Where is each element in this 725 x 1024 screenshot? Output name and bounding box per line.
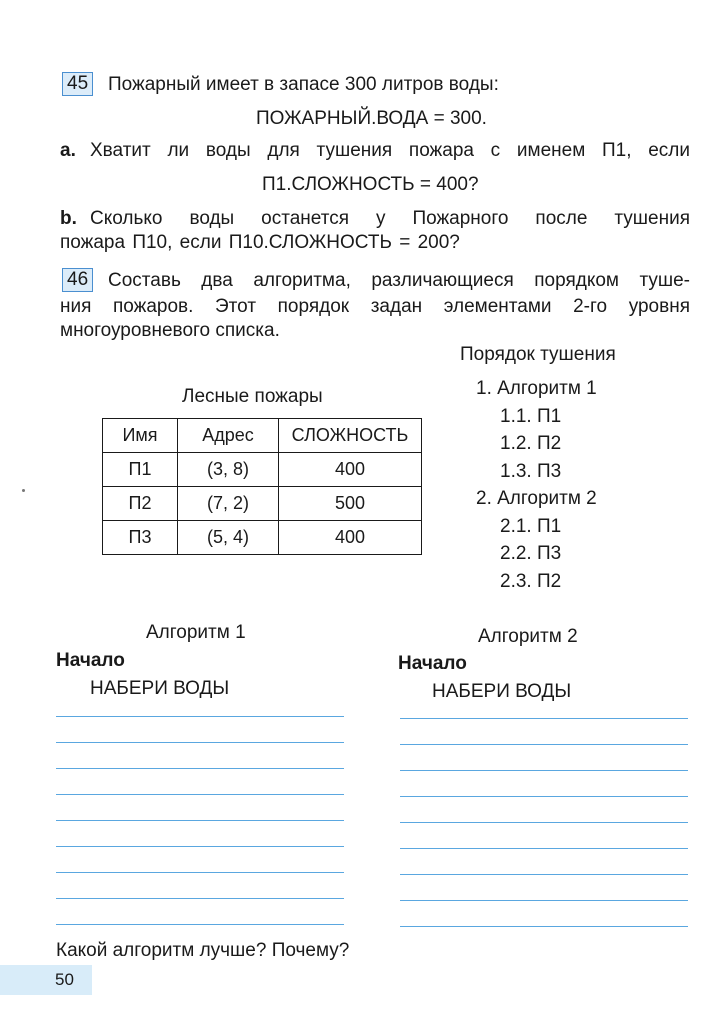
- task45-b-line1: Сколько воды останется у Пожарного после тушения: [90, 208, 690, 229]
- final-question: Какой алгоритм лучше? Почему?: [56, 940, 350, 961]
- task45-b-label: b.: [60, 208, 77, 229]
- page-number: 50: [55, 970, 74, 989]
- order-list-title: Порядок тушения: [460, 344, 616, 365]
- answer-line[interactable]: [400, 822, 688, 823]
- task-number-46: 46: [62, 268, 93, 292]
- answer-line[interactable]: [400, 796, 688, 797]
- algorithm1-start: Начало: [56, 650, 125, 671]
- algorithm2-start: Начало: [398, 653, 467, 674]
- answer-line[interactable]: [56, 872, 344, 873]
- answer-line[interactable]: [400, 744, 688, 745]
- list-item: 2.3. П2: [500, 571, 562, 592]
- list-item: 1.3. П3: [500, 461, 562, 482]
- table-header-row: [103, 419, 422, 453]
- answer-line[interactable]: [56, 768, 344, 769]
- task46-line3: многоуровневого списка.: [60, 320, 280, 341]
- task46-line2: ния пожаров. Этот порядок задан элементами 2-го уровня: [60, 296, 690, 317]
- task45-a-formula: П1.СЛОЖНОСТЬ = 400?: [262, 174, 479, 195]
- table-cell: 400: [279, 521, 422, 555]
- fires-table-title: Лесные пожары: [182, 386, 323, 407]
- table-cell: (7, 2): [178, 487, 279, 521]
- stray-dot: [22, 489, 25, 492]
- list-item: 2.1. П1: [500, 516, 562, 537]
- table-header-cell: Адрес: [178, 419, 279, 453]
- answer-line[interactable]: [56, 898, 344, 899]
- answer-line[interactable]: [56, 924, 344, 925]
- table-cell: (5, 4): [178, 521, 279, 555]
- fires-table: [102, 418, 422, 555]
- task45-formula: ПОЖАРНЫЙ.ВОДА = 300.: [256, 108, 487, 129]
- table-header-cell: СЛОЖНОСТЬ: [279, 419, 422, 453]
- answer-line[interactable]: [56, 846, 344, 847]
- table-row: [103, 521, 422, 555]
- algorithm2-first-step: НАБЕРИ ВОДЫ: [432, 681, 572, 702]
- task45-b-line2: пожара П10, если П10.СЛОЖНОСТЬ = 200?: [60, 232, 460, 253]
- table-header-cell: Имя: [103, 419, 178, 453]
- table-cell: П3: [103, 521, 178, 555]
- answer-line[interactable]: [400, 718, 688, 719]
- table-row: [103, 487, 422, 521]
- table-cell: П1: [103, 453, 178, 487]
- task45-a-label: a.: [60, 140, 76, 161]
- page-number-tab: [0, 965, 92, 995]
- answer-line[interactable]: [56, 794, 344, 795]
- table-cell: 400: [279, 453, 422, 487]
- table-cell: П2: [103, 487, 178, 521]
- table-cell: (3, 8): [178, 453, 279, 487]
- task46-line1: Составь два алгоритма, различающиеся порядком туше-: [108, 270, 690, 291]
- answer-line[interactable]: [400, 874, 688, 875]
- answer-line[interactable]: [400, 848, 688, 849]
- list-item: 1.2. П2: [500, 433, 562, 454]
- answer-line[interactable]: [400, 770, 688, 771]
- task45-intro: Пожарный имеет в запасе 300 литров воды:: [108, 74, 499, 95]
- algorithm1-title: Алгоритм 1: [146, 622, 246, 643]
- answer-line[interactable]: [400, 926, 688, 927]
- task45-a-text: Хватит ли воды для тушения пожара с именем П1, если: [90, 140, 690, 161]
- task-number-45: 45: [62, 72, 93, 96]
- answer-line[interactable]: [56, 716, 344, 717]
- list-item: 2. Алгоритм 2: [476, 488, 597, 509]
- answer-line[interactable]: [56, 742, 344, 743]
- answer-line[interactable]: [400, 900, 688, 901]
- list-item: 1. Алгоритм 1: [476, 378, 597, 399]
- table-row: [103, 453, 422, 487]
- list-item: 1.1. П1: [500, 406, 562, 427]
- algorithm2-title: Алгоритм 2: [478, 626, 578, 647]
- table-cell: 500: [279, 487, 422, 521]
- answer-line[interactable]: [56, 820, 344, 821]
- list-item: 2.2. П3: [500, 543, 562, 564]
- algorithm1-first-step: НАБЕРИ ВОДЫ: [90, 678, 230, 699]
